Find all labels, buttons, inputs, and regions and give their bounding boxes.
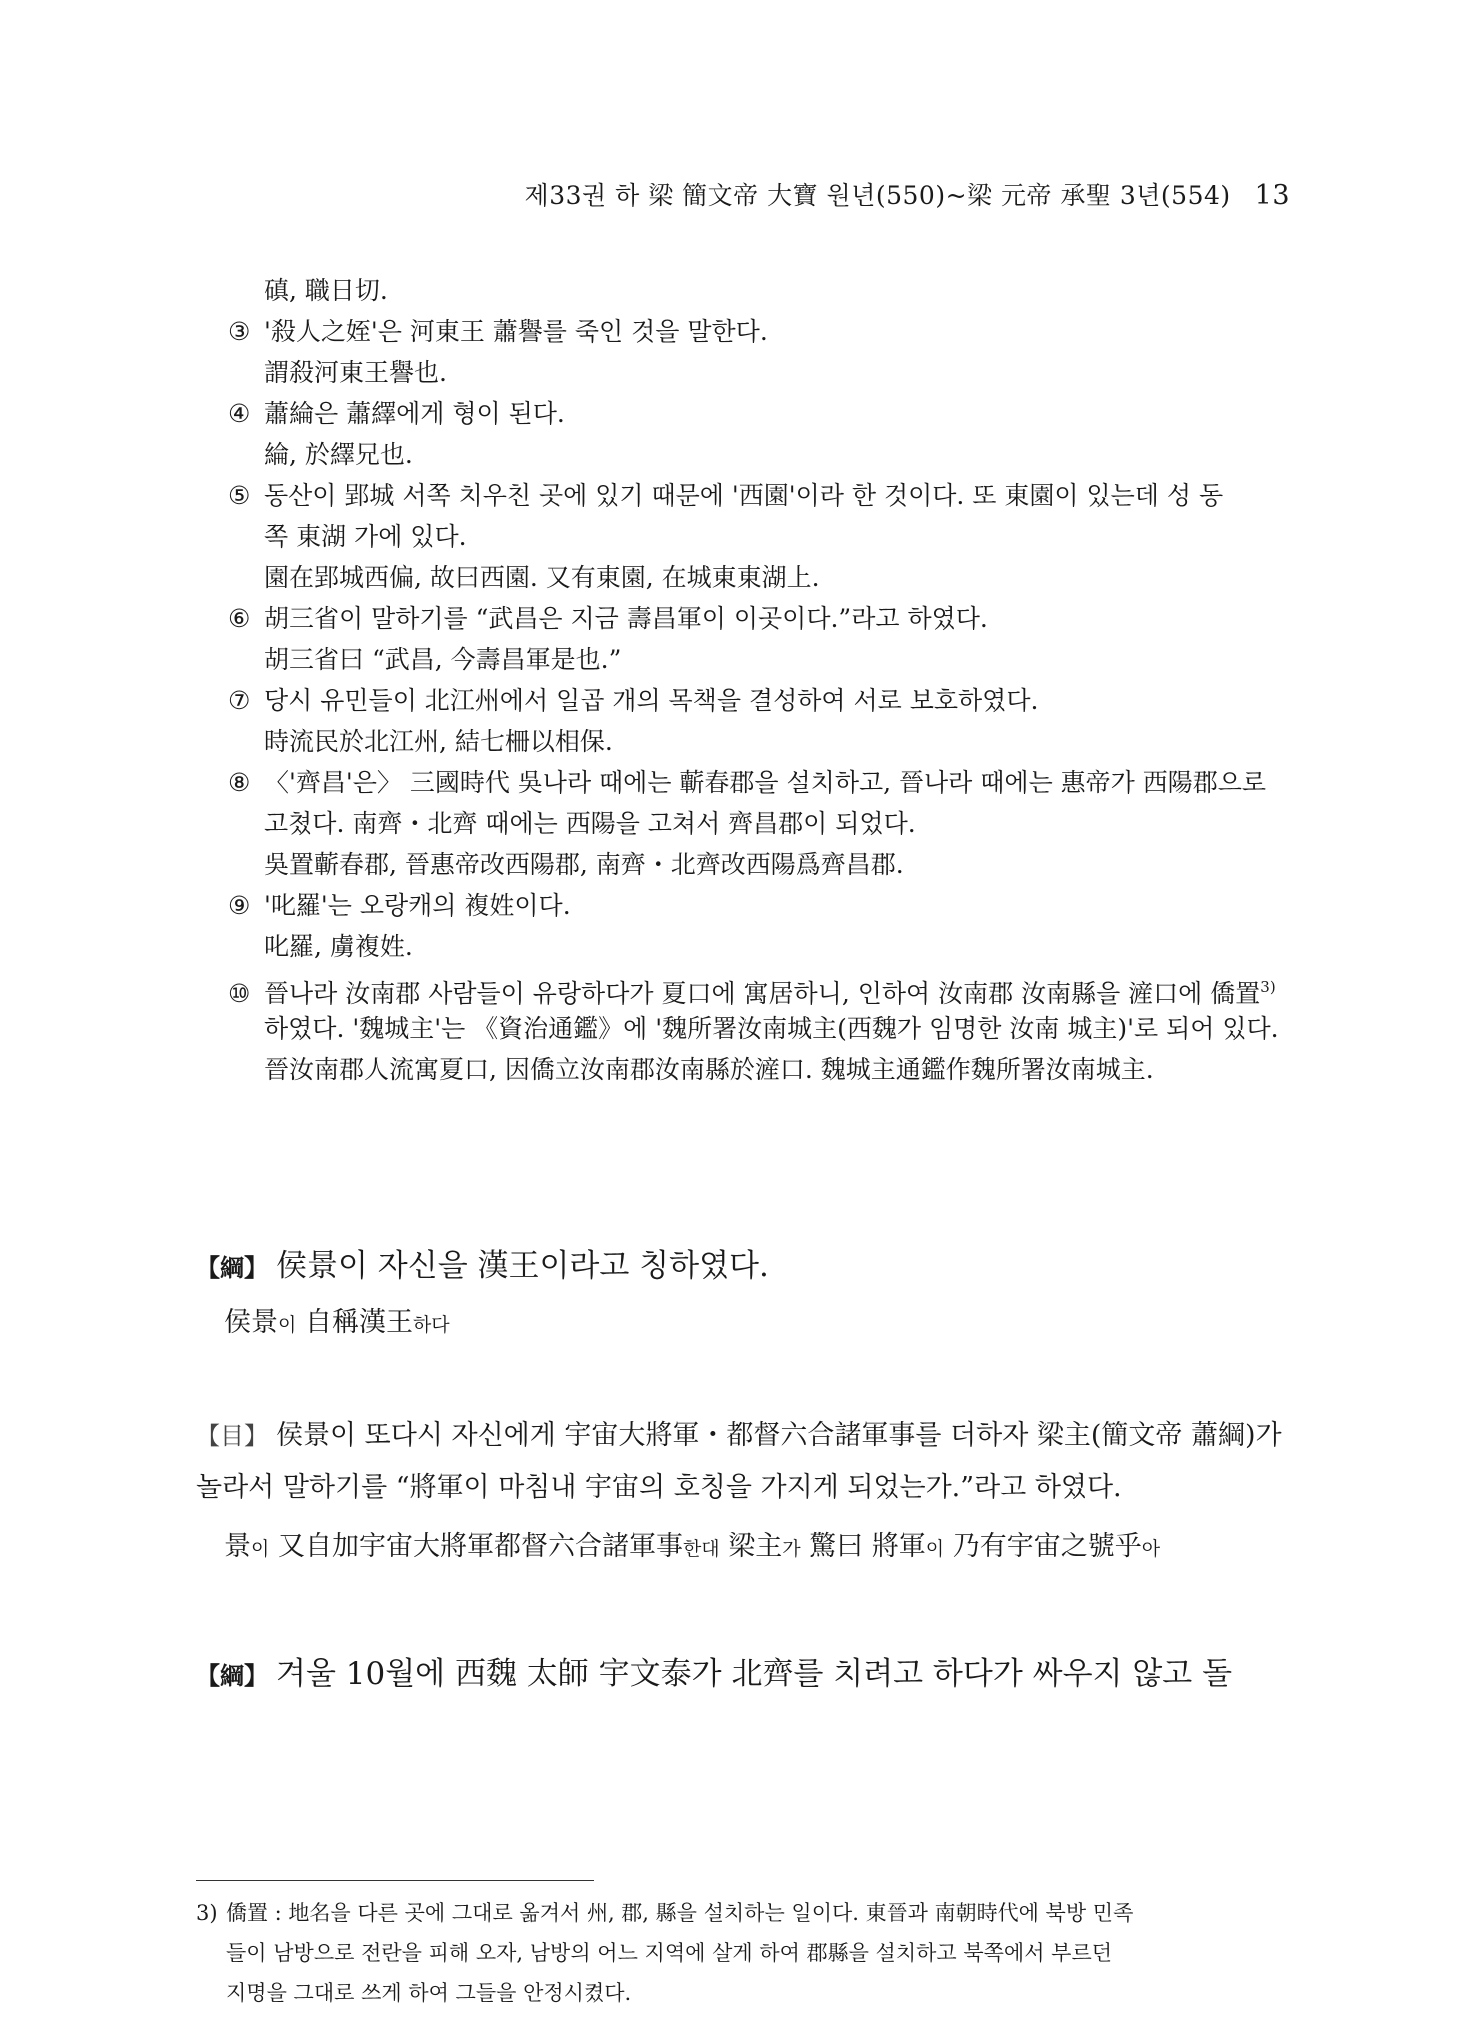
footnote-number: 3) [196, 1901, 218, 1925]
gugyeol: 가 [782, 1538, 801, 1560]
note-10-hanja: 晉汝南郡人流寓夏口, 因僑立汝南郡汝南縣於滻口. 魏城主通鑑作魏所署汝南城主. [264, 1055, 1154, 1084]
gugyeol: 이 [278, 1314, 297, 1336]
note-7 [228, 680, 1298, 721]
footnote-ref[interactable]: 3) [1260, 978, 1276, 996]
gang-section-2 [196, 1648, 1298, 1693]
footnote-3 [196, 1893, 1298, 2013]
note-hanja-line: 磌, 職日切. [264, 276, 388, 305]
page-number: 13 [1254, 180, 1290, 211]
note-number: ⑦ [228, 686, 251, 715]
note-text: '殺人之姪'은 河東王 蕭譽를 죽인 것을 말한다. [264, 317, 768, 346]
hanja-part: 驚曰 將軍 [800, 1531, 926, 1562]
hanja-part: 又自加宇宙大將軍都督六合諸軍事 [269, 1531, 683, 1562]
gugyeol: 한대 [682, 1538, 720, 1560]
footnote-line: 들이 남방으로 전란을 피해 오자, 남방의 어느 지역에 살게 하여 郡縣을 설치하고 북쪽에서 부르던 [226, 1941, 1113, 1965]
note-text: 胡三省이 말하기를 “武昌은 지금 壽昌軍이 이곳이다.”라고 하였다. [264, 604, 988, 633]
footnote-line: 지명을 그대로 쓰게 하여 그들을 안정시켰다. [226, 1981, 632, 2005]
note-number: ③ [228, 317, 251, 346]
note-3-hanja: 謂殺河東王譽也. [264, 358, 447, 387]
mok-line-1 [196, 1410, 1298, 1462]
note-9 [228, 885, 1298, 926]
mok-hanja-line [196, 1524, 1298, 1563]
mok-1-hanja [196, 1524, 1298, 1563]
note-9-hanja: 叱羅, 虜複姓. [264, 932, 413, 961]
footnote-text: 僑置 : 地名을 다른 곳에 그대로 옮겨서 州, 郡, 縣을 설치하는 일이다. 東晉과 南朝時代에 북방 민족 [226, 1901, 1134, 1925]
hanja-part: 自稱漢王 [296, 1307, 413, 1338]
hanja-part: 景 [224, 1531, 251, 1562]
note-number: ⑧ [228, 768, 251, 797]
footnote-line [196, 1893, 1298, 1933]
note-10-cont: 하였다. '魏城主'는 《資治通鑑》에 '魏所署汝南城主(西魏가 임명한 汝南 城主)'로 되어 있다. [264, 1014, 1279, 1043]
note-text: 동산이 郢城 서쪽 치우친 곳에 있기 때문에 '西園'이라 한 것이다. 또 東園이 있는데 성 동 [264, 481, 1224, 510]
gang-text: 侯景이 자신을 漢王이라고 칭하였다. [276, 1248, 769, 1284]
note-6 [228, 598, 1298, 639]
header-title: 제33권 하 梁 簡文帝 大寶 원년(550)~梁 元帝 承聖 3년(554) [524, 181, 1231, 210]
mok-section-1 [196, 1410, 1298, 1513]
note-4 [228, 393, 1298, 434]
note-text: '叱羅'는 오랑캐의 複姓이다. [264, 891, 571, 920]
mok-line-2: 놀라서 말하기를 “將軍이 마침내 宇宙의 호칭을 가지게 되었는가.”라고 하였다. [196, 1472, 1122, 1503]
gang-tag: 【綱】 [196, 1661, 268, 1690]
note-5 [228, 475, 1298, 516]
note-4-hanja: 綸, 於繹兄也. [264, 440, 413, 469]
gang-text: 겨울 10월에 西魏 太師 宇文泰가 北齊를 치려고 하다가 싸우지 않고 돌 [276, 1656, 1233, 1692]
note-5-cont: 쪽 東湖 가에 있다. [264, 522, 467, 551]
note-text: 蕭綸은 蕭繹에게 형이 된다. [264, 399, 565, 428]
note-3 [228, 311, 1298, 352]
footnote-divider [196, 1880, 594, 1881]
gang-heading [196, 1648, 1298, 1693]
mok-tag: 【目】 [196, 1422, 268, 1450]
note-7-hanja: 時流民於北江州, 結七柵以相保. [264, 727, 613, 756]
note-8 [228, 762, 1298, 803]
gugyeol: 이 [251, 1538, 270, 1560]
note-6-hanja: 胡三省曰 “武昌, 今壽昌軍是也.” [264, 645, 622, 674]
note-number: ④ [228, 399, 251, 428]
hanja-part: 侯景 [224, 1307, 278, 1338]
note-number: ⑨ [228, 891, 251, 920]
hanja-part: 梁主 [719, 1531, 783, 1562]
gang-section-1 [196, 1240, 1298, 1285]
hanja-part: 乃有宇宙之號乎 [944, 1531, 1142, 1562]
note-text: 당시 유민들이 北江州에서 일곱 개의 목책을 결성하여 서로 보호하였다. [264, 686, 1039, 715]
gang-heading [196, 1240, 1298, 1285]
running-header [525, 176, 1290, 212]
mok-text: 侯景이 또다시 자신에게 宇宙大將軍・都督六合諸軍事를 더하자 梁主(簡文帝 蕭綱)가 [276, 1420, 1282, 1451]
note-8-hanja: 吳置蘄春郡, 晉惠帝改西陽郡, 南齊・北齊改西陽爲齊昌郡. [264, 850, 904, 879]
note-text: 晉나라 汝南郡 사람들이 유랑하다가 夏口에 寓居하니, 인하여 汝南郡 汝南縣을 滻口에 僑置 [264, 979, 1261, 1008]
note-text: 〈'齊昌'은〉 三國時代 吳나라 때에는 蘄春郡을 설치하고, 晉나라 때에는 惠帝가 西陽郡으로 [264, 768, 1267, 797]
gang-hanja-line [196, 1300, 1298, 1339]
note-number: ⑩ [228, 979, 251, 1008]
gang-tag: 【綱】 [196, 1253, 268, 1282]
gugyeol: 하다 [412, 1314, 450, 1336]
note-5-hanja: 園在郢城西偏, 故曰西園. 又有東園, 在城東東湖上. [264, 563, 820, 592]
gugyeol: 아 [1141, 1538, 1161, 1560]
annotation-notes [228, 270, 1298, 1090]
note-10 [228, 967, 1298, 1008]
note-number: ⑤ [228, 481, 251, 510]
note-8-cont: 고쳤다. 南齊・北齊 때에는 西陽을 고쳐서 齊昌郡이 되었다. [264, 809, 916, 838]
gang-1-hanja [196, 1300, 1298, 1339]
gugyeol: 이 [925, 1538, 945, 1560]
note-number: ⑥ [228, 604, 251, 633]
